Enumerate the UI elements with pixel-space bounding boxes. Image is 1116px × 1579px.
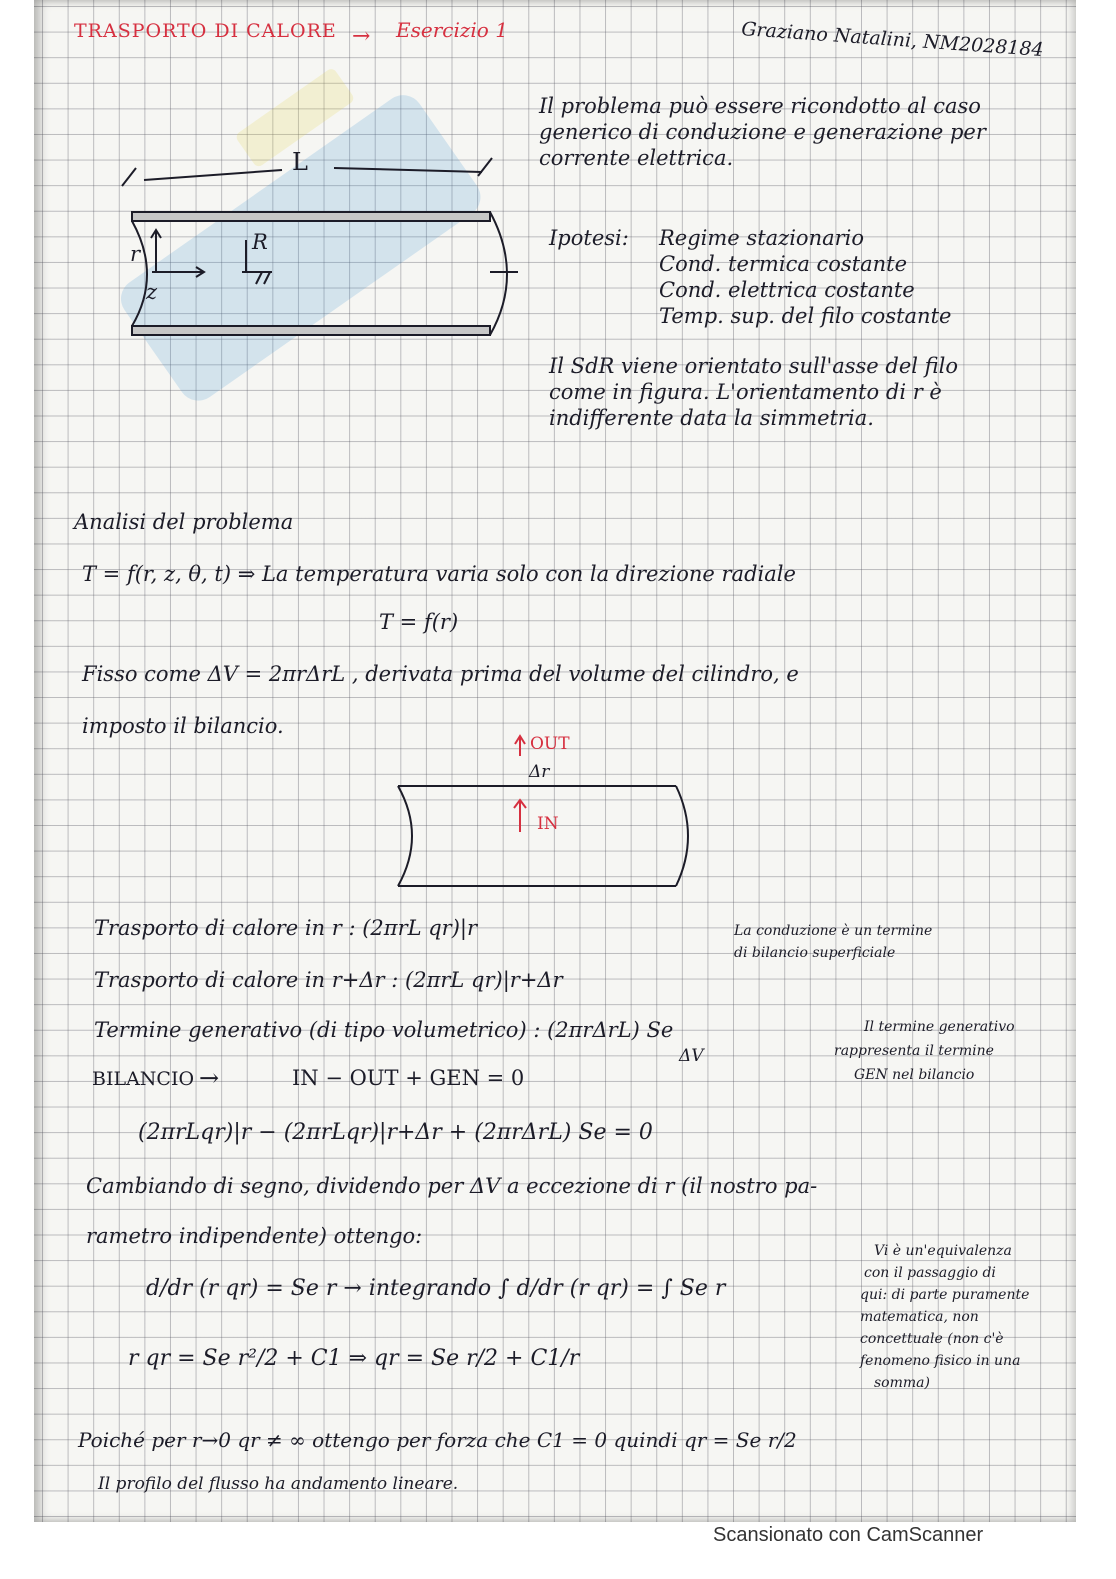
note-cond-2: di bilancio superficiale <box>734 945 896 961</box>
change-line-1: Cambiando di segno, dividendo per ΔV a eccezione di r (il nostro pa- <box>86 1174 818 1198</box>
analysis-title: Analisi del problema <box>74 510 294 534</box>
note-gen-1: Il termine generativo <box>864 1019 1015 1035</box>
ode-line: d/dr (r qr) = Se r → integrando ∫ d/dr (r qr) = ∫ Se r <box>146 1276 726 1301</box>
ssr-note-1: Il SdR viene orientato sull'asse del filo <box>549 354 959 378</box>
change-line-2: rametro indipendente) ottengo: <box>86 1224 423 1248</box>
header-title: TRASPORTO DI CALORE <box>74 20 337 42</box>
intro-line-3: corrente elettrica. <box>539 146 734 170</box>
bilancio-label: BILANCIO <box>92 1068 195 1090</box>
header-exercise: Esercizio 1 <box>396 18 508 42</box>
intro-line-1: Il problema può essere ricondotto al caso <box>539 94 981 118</box>
hypothesis-3: Cond. elettrica costante <box>659 278 915 302</box>
fig2-label-dr: Δr <box>529 762 550 782</box>
note-int-3: qui: di parte puramente <box>860 1287 1030 1303</box>
note-int-2: con il passaggio di <box>864 1265 996 1281</box>
line-T: T = f(r, z, θ, t) ⇒ La temperatura varia solo con la direzione radiale <box>82 562 796 586</box>
fig2-label-out: OUT <box>530 734 570 754</box>
line-dv-1: Fisso come ΔV = 2πrΔrL , derivata prima del volume del cilindro, e <box>82 662 799 686</box>
note-int-6: fenomeno fisico in una <box>860 1353 1021 1369</box>
header-arrow: → <box>352 24 371 49</box>
fig1-label-z: z <box>146 280 158 304</box>
bilancio-arrow: → <box>199 1064 220 1092</box>
hypothesis-1: Regime stazionario <box>659 226 865 250</box>
since-line: Poiché per r→0 qr ≠ ∞ ottengo per forza che C1 = 0 quindi qr = Se r/2 <box>78 1428 797 1452</box>
profile-line: Il profilo del flusso ha andamento lineare. <box>98 1474 459 1494</box>
header-author: Graziano Natalini, NM2028184 <box>740 18 1045 62</box>
gen-under-dv: ΔV <box>679 1046 704 1066</box>
hypotheses-label: Ipotesi: <box>549 226 629 250</box>
notebook-page <box>34 0 1076 1522</box>
fig1-label-r: r <box>130 242 141 266</box>
scanner-footer: Scansionato con CamScanner <box>713 1524 984 1546</box>
gen-term: Termine generativo (di tipo volumetrico) : (2πrΔrL) Se <box>94 1018 674 1042</box>
fig1-label-L: L <box>292 148 308 176</box>
fig2-label-in: IN <box>537 814 559 834</box>
fig1-label-R: R <box>252 230 268 254</box>
hypothesis-4: Temp. sup. del filo costante <box>659 304 952 328</box>
intro-line-2: generico di conduzione e generazione per <box>539 120 986 144</box>
note-gen-2: rappresenta il termine <box>834 1043 994 1059</box>
ssr-note-2: come in figura. L'orientamento di r è <box>549 380 942 404</box>
bilancio-full: (2πrLqr)|r − (2πrLqr)|r+Δr + (2πrΔrL) Se = 0 <box>138 1120 653 1145</box>
note-gen-3: GEN nel bilancio <box>854 1067 975 1083</box>
ssr-note-3: indifferente data la simmetria. <box>549 406 874 430</box>
heat-r-dr: Trasporto di calore in r+Δr : (2πrL qr)|r+Δr <box>94 968 563 992</box>
note-int-4: matematica, non <box>860 1309 979 1325</box>
note-int-7: somma) <box>874 1375 930 1391</box>
note-int-1: Vi è un'equivalenza <box>874 1243 1012 1259</box>
shell-element-diagram <box>34 0 35 1</box>
solution-line: r qr = Se r²/2 + C1 ⇒ qr = Se r/2 + C1/r <box>128 1346 580 1371</box>
line-Tr: T = f(r) <box>379 610 459 634</box>
note-cond-1: La conduzione è un termine <box>734 923 933 939</box>
heat-r: Trasporto di calore in r : (2πrL qr)|r <box>94 916 478 940</box>
line-dv-2: imposto il bilancio. <box>82 714 284 738</box>
note-int-5: concettuale (non c'è <box>860 1331 1004 1347</box>
bilancio-eq: IN − OUT + GEN = 0 <box>292 1066 525 1090</box>
hypothesis-2: Cond. termica costante <box>659 252 908 276</box>
